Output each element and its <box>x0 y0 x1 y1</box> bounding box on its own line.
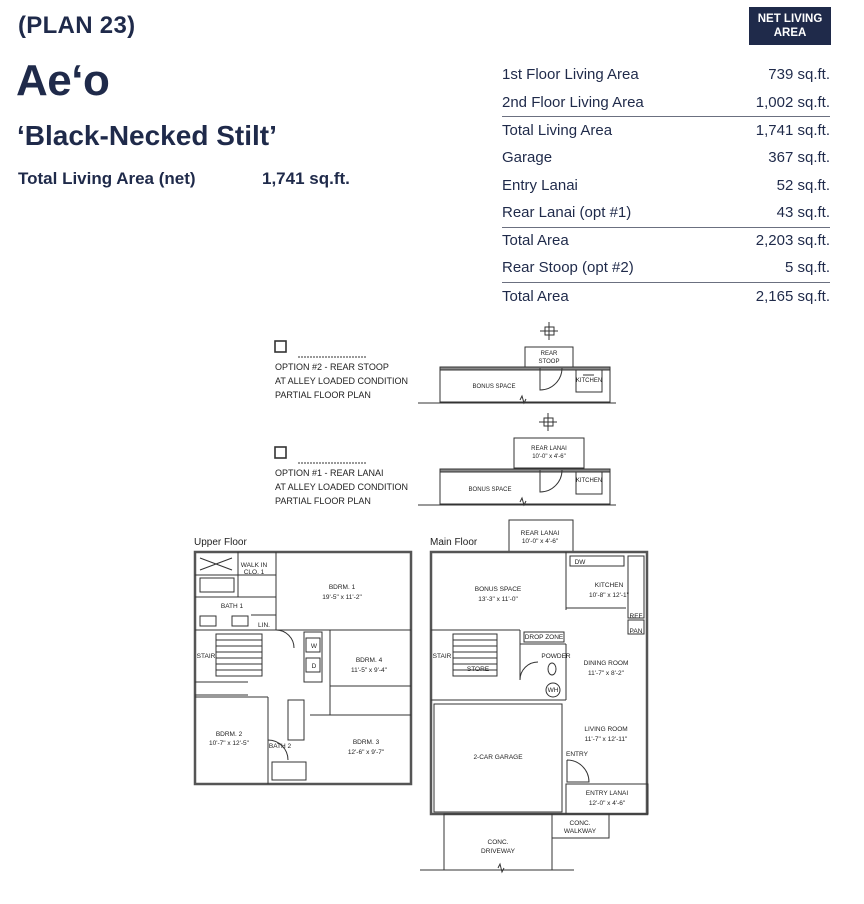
total-living-label: Total Living Area (net) <box>18 169 196 188</box>
opt2-bonus-space: BONUS SPACE <box>472 384 516 390</box>
area-label: Entry Lanai <box>502 176 578 194</box>
kitchen-dim: 10'-8" x 12'-1" <box>589 592 629 599</box>
walkway-label-1: CONC. <box>569 820 591 827</box>
area-label: Total Living Area <box>502 121 613 139</box>
rear-stoop-label-2: STOOP <box>538 359 560 365</box>
dining-room-label: DINING ROOM <box>583 660 629 667</box>
area-label: 1st Floor Living Area <box>502 66 639 84</box>
plan-number: (PLAN 23) <box>18 12 136 39</box>
main-floor-title: Main Floor <box>430 537 478 548</box>
opt1-kitchen: KITCHEN <box>575 478 603 484</box>
bonus-space-dim: 13'-3" x 11'-0" <box>478 596 518 603</box>
upper-stair-label: STAIR <box>196 653 216 660</box>
area-value: 5 sq.ft. <box>784 259 830 277</box>
driveway-label-2: DRIVEWAY <box>481 848 515 855</box>
option-1-checkbox <box>275 447 286 458</box>
entry-lanai-label: ENTRY LANAI <box>585 790 629 797</box>
bath1-label: BATH 1 <box>220 603 244 610</box>
main-floor-plan <box>420 520 648 872</box>
rear-lanai-label: REAR LANAI <box>520 530 560 537</box>
area-label: Garage <box>502 149 553 167</box>
option-1-title: OPTION #1 - REAR LANAI <box>275 468 384 478</box>
plan-name: Ae‘o <box>16 56 110 105</box>
entry-lanai-dim: 12'-0" x 4'-6" <box>588 800 626 807</box>
dishwasher-label: DW <box>574 559 586 566</box>
bath2-label: BATH 2 <box>268 743 292 750</box>
bdrm1-label: BDRM. 1 <box>328 584 356 591</box>
pantry-label: PAN <box>629 628 643 635</box>
area-value: 2,165 sq.ft. <box>755 287 830 305</box>
bdrm3-label: BDRM. 3 <box>352 739 380 746</box>
washer-label: W <box>310 643 318 650</box>
walkway-label-2: WALKWAY <box>563 828 597 835</box>
driveway-label-1: CONC. <box>487 839 509 846</box>
main-stair-label: STAIR <box>432 653 452 660</box>
option-2-title: OPTION #2 - REAR STOOP <box>275 362 389 372</box>
option-1-condition: AT ALLEY LOADED CONDITION <box>275 482 409 492</box>
bdrm4-label: BDRM. 4 <box>355 657 383 664</box>
area-value: 2,203 sq.ft. <box>755 232 830 250</box>
walkin-closet-label-2: CLO. 1 <box>243 569 265 576</box>
area-label: 2nd Floor Living Area <box>502 93 644 111</box>
upper-floor-title: Upper Floor <box>194 537 247 548</box>
bdrm2-dim: 10'-7" x 12'-5" <box>209 740 249 747</box>
entry-label: ENTRY <box>566 751 588 758</box>
option-1-subtitle: PARTIAL FLOOR PLAN <box>275 496 371 506</box>
opt1-rear-lanai-dim: 10'-0" x 4'-6" <box>532 454 566 460</box>
area-value: 739 sq.ft. <box>768 66 830 84</box>
area-value: 52 sq.ft. <box>776 176 830 194</box>
opt1-bonus-space: BONUS SPACE <box>468 487 512 493</box>
area-label: Rear Lanai (opt #1) <box>502 204 632 222</box>
living-room-label: LIVING ROOM <box>584 726 628 733</box>
dining-room-dim: 11'-7" x 8'-2" <box>588 670 624 677</box>
store-label: STORE <box>466 666 490 673</box>
walkin-closet-label-1: WALK IN <box>240 562 268 569</box>
bdrm4-dim: 11'-5" x 9'-4" <box>351 667 387 674</box>
dryer-label: D <box>311 663 317 670</box>
powder-label: POWDER <box>541 653 571 660</box>
option-2-subtitle: PARTIAL FLOOR PLAN <box>275 390 371 400</box>
living-room-dim: 11'-7" x 12'-11" <box>584 736 628 743</box>
badge-line-1: NET LIVING <box>757 13 823 25</box>
plan-subtitle: ‘Black-Necked Stilt’ <box>17 120 277 151</box>
option-2-condition: AT ALLEY LOADED CONDITION <box>275 376 409 386</box>
bdrm2-label: BDRM. 2 <box>215 731 243 738</box>
garage-label: 2-CAR GARAGE <box>473 754 523 761</box>
bdrm1-dim: 19'-5" x 11'-2" <box>322 594 362 601</box>
water-heater-label: WH <box>547 687 559 694</box>
area-value: 1,002 sq.ft. <box>755 93 830 111</box>
total-living-value: 1,741 sq.ft. <box>262 169 350 188</box>
bonus-space-label: BONUS SPACE <box>474 586 522 593</box>
option-2-checkbox <box>275 341 286 352</box>
rear-lanai-dim: 10'-0" x 4'-6" <box>521 538 559 545</box>
opt2-kitchen: KITCHEN <box>575 378 603 384</box>
bdrm3-dim: 12'-6" x 9'-7" <box>347 749 385 756</box>
kitchen-label: KITCHEN <box>594 582 624 589</box>
rear-stoop-label-1: REAR <box>540 351 558 357</box>
area-value: 367 sq.ft. <box>768 149 830 167</box>
badge-line-2: AREA <box>773 27 807 39</box>
area-label: Rear Stoop (opt #2) <box>502 259 634 277</box>
area-label: Total Area <box>502 232 569 250</box>
option-2-plan <box>418 322 616 403</box>
opt1-rear-lanai: REAR LANAI <box>531 446 567 452</box>
drop-zone-label: DROP ZONE <box>524 634 564 641</box>
refrigerator-label: REF <box>629 613 643 620</box>
area-label: Total Area <box>502 287 569 305</box>
linen-label: LIN. <box>258 622 270 629</box>
area-value: 43 sq.ft. <box>776 204 830 222</box>
area-value: 1,741 sq.ft. <box>755 121 830 139</box>
option-1-plan <box>418 413 616 505</box>
